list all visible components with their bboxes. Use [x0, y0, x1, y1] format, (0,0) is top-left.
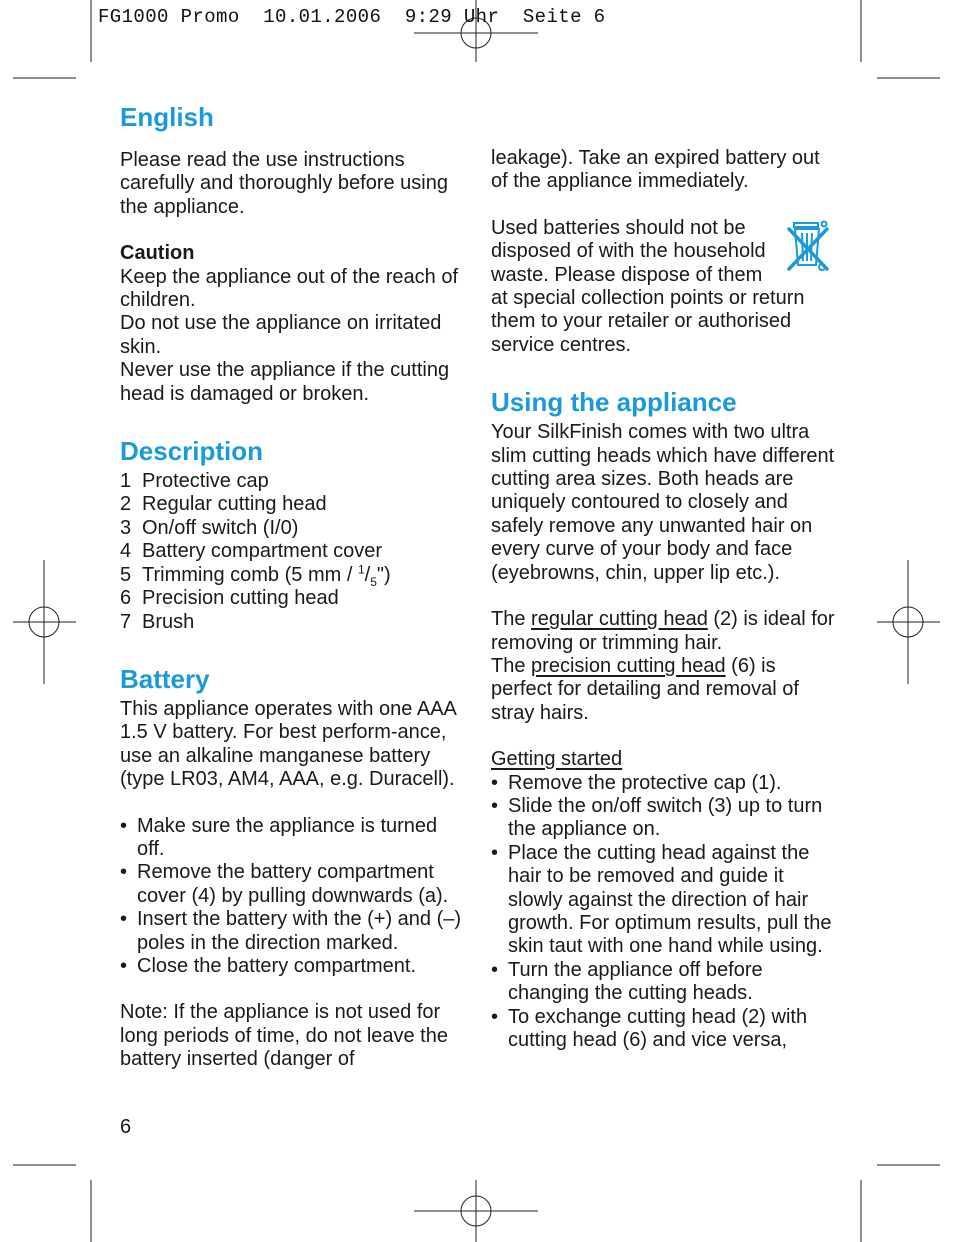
- getting-started-steps: [491, 772, 836, 1053]
- list-item: 3 On/off switch (I/0): [120, 516, 299, 539]
- list-item: 2 Regular cutting head: [120, 493, 327, 516]
- page-number: 6: [120, 1116, 132, 1138]
- print-slug-header: FG1000 Promo 10.01.2006 9:29 Uhr Seite 6: [98, 6, 606, 28]
- list-item: • Place the cutting head against the hair to be removed and guide it slowly against the direction of hair growth. For optimum results, pull the skin taut with one hand while using.: [491, 842, 836, 959]
- using-intro: Your SilkFinish comes with two ultra slim cutting heads which have different cutting area sizes. Both heads are uniquely contoured to closely and safely remove any unwanted hair on every curve of your body and face (eyebrowns, chin, upper lip etc.).: [491, 421, 835, 584]
- disposal-block: [491, 217, 836, 357]
- list-item: 1 Protective cap: [120, 470, 269, 493]
- list-item: • Insert the battery with the (+) and (–) poles in the direction marked.: [120, 908, 470, 955]
- registration-mark-bottom: [414, 1180, 538, 1242]
- precision-cutting-head-term: precision cutting head: [531, 654, 726, 677]
- caution-line: Keep the appliance out of the reach of children.: [120, 265, 459, 312]
- battery-steps: [120, 815, 470, 979]
- heading-description: Description: [120, 436, 264, 467]
- registration-mark-right: [877, 560, 940, 684]
- heading-battery: Battery: [120, 663, 210, 694]
- list-item: • To exchange cutting head (2) with cutting head (6) and vice versa,: [491, 1006, 836, 1053]
- registration-mark-left: [13, 560, 76, 684]
- right-column: [491, 147, 836, 1052]
- caution-line: Do not use the appliance on irritated skin.: [120, 312, 442, 358]
- battery-note-continued: leakage). Take an expired battery out of the appliance immediately.: [491, 147, 820, 193]
- regular-cutting-head-term: regular cutting head: [531, 608, 708, 631]
- list-item: • Close the battery compartment.: [120, 955, 470, 978]
- crossed-bin-icon: [784, 217, 832, 279]
- battery-intro: This appliance operates with one AAA 1.5 V battery. For best perform-ance, use an alkaline manganese battery (type LR03, AM4, AAA, e.g. Duracell).: [120, 697, 456, 791]
- getting-started-subheading: Getting started: [491, 748, 623, 771]
- list-item: • Slide the on/off switch (3) up to turn the appliance on.: [491, 795, 836, 842]
- intro-paragraph: Please read the use instructions carefully and thoroughly before using the appliance.: [120, 149, 448, 218]
- heading-english: English: [120, 102, 214, 132]
- list-item: • Remove the battery compartment cover (4) by pulling downwards (a).: [120, 861, 470, 908]
- heading-using-the-appliance: Using the appliance: [491, 387, 737, 418]
- list-item: 6 Precision cutting head: [120, 587, 339, 610]
- regular-head-paragraph: The regular cutting head (2) is ideal for removing or trimming hair.: [491, 608, 835, 654]
- list-item: 7 Brush: [120, 610, 195, 633]
- list-item: • Remove the protective cap (1).: [491, 772, 836, 795]
- caution-line: Never use the appliance if the cutting head is damaged or broken.: [120, 359, 450, 405]
- caution-title: Caution: [120, 242, 195, 265]
- disposal-paragraph: Used batteries should not be disposed of with the household waste. Please dispose of them at special collection points or return them to your retailer or authorised service centres.: [491, 216, 805, 356]
- list-item: 4 Battery compartment cover: [120, 540, 383, 563]
- parts-list: [120, 470, 470, 634]
- left-column: [120, 100, 470, 1072]
- list-item: • Make sure the appliance is turned off.: [120, 815, 470, 862]
- precision-head-paragraph: The precision cutting head (6) is perfect for detailing and removal of stray hairs.: [491, 654, 799, 724]
- battery-note: Note: If the appliance is not used for long periods of time, do not leave the battery inserted (danger of: [120, 1001, 448, 1071]
- list-item: • Turn the appliance off before changing the cutting heads.: [491, 959, 836, 1006]
- list-item: 5 Trimming comb (5 mm / $^1/_5$"): [120, 562, 391, 589]
